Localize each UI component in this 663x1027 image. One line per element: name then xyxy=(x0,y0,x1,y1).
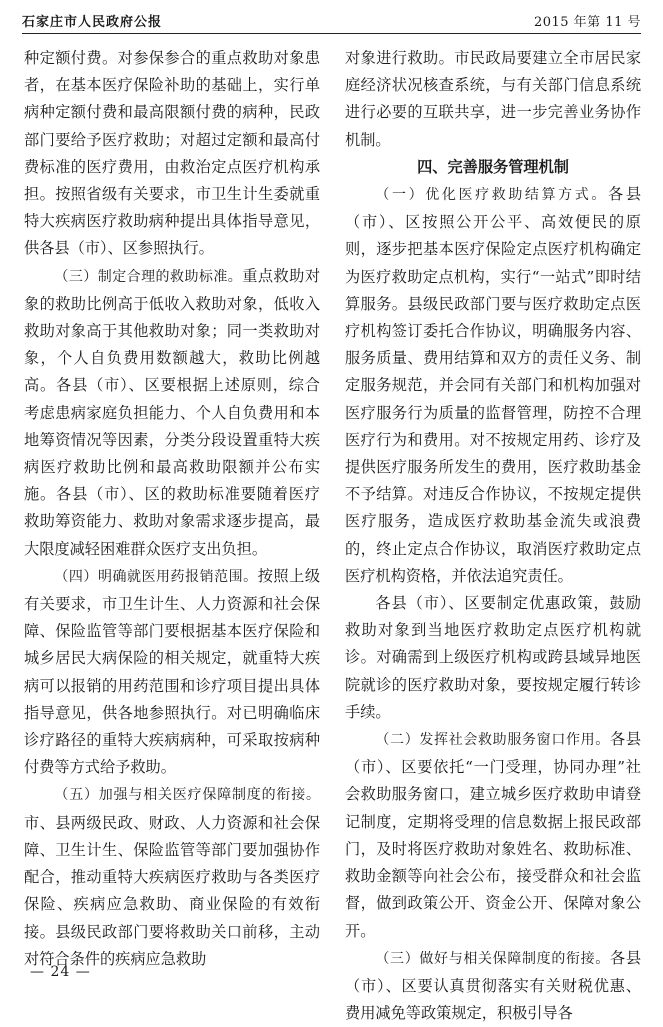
right-column xyxy=(345,45,641,1027)
subsection-heading: （四）明确就医用药报销范围。 xyxy=(54,568,258,585)
paragraph xyxy=(24,781,320,972)
issue-number: 2015 年第 11 号 xyxy=(533,15,641,30)
paragraph: 各县（市）、区要制定优惠政策，鼓励救助对象到当地医疗救助定点医疗机构就诊。对确需到上级医疗机构或跨县域异地医院就诊的医疗救助对象，要按规定履行转诊手续。 xyxy=(345,594,641,721)
paragraph-text: 各县（市）、区按照公开公平、高效便民的原则，逐步把基本医疗保险定点医疗机构确定为医疗救助定点机构，实行“一站式”即时结算服务。县级民政部门要与医疗救助定点医疗机构签订委托合作协议，明确服务内容、服务质量、费用结算和双方的责任义务、制定服务规范，并会同有关部门和机构加强对医疗服务行为质量的监督管理，防控不合理医疗行为和费用。对不按规定用药、诊疗及提供医疗服务所发生的费用，医疗救助基金不予结算。对违反合作协议，不按规定提供医疗服务，造成医疗救助基金流失或浪费的，终止定点合作协议，取消医疗救助定点医疗机构资格，并依法追究责任。 xyxy=(345,185,642,585)
section-heading: 四、完善服务管理机制 xyxy=(417,157,569,176)
journal-title: 石家庄市人民政府公报 xyxy=(22,15,163,30)
paragraph xyxy=(345,945,641,1027)
paragraph xyxy=(345,726,641,945)
paragraph: 种定额付费。对参保参合的重点救助对象患者，在基本医疗保险补助的基础上，实行单病种定额付费和最高限额付费的病种，民政部门要给予医疗救助；对超过定额和最高付费标准的医疗费用，由救治定点医疗机构承担。按照省级有关要求，市卫生计生委就重特大疾病医疗救助病种提出具体指导意见，供各县（市）、区参照执行。 xyxy=(24,49,320,258)
paragraph-text: 市、县两级民政、财政、人力资源和社会保障、卫生计生、保险监管等部门要加强协作配合，推动重特大疾病医疗救助与各类医疗保险、疾病应急救助、商业保险的有效衔接。县级民政部门要将救助关口前移，主动对符合条件的疾病应急救助 xyxy=(24,813,320,968)
running-header xyxy=(22,6,641,34)
page-number: — 24 — xyxy=(30,964,91,980)
left-column xyxy=(24,45,320,973)
subsection-heading: （二）发挥社会救助服务窗口作用。 xyxy=(375,732,610,749)
paragraph-text: 各县（市）、区要依托“一门受理，协同办理”社会救助服务窗口，建立城乡医疗救助申请登记制度，定期将受理的信息数据上报民政部门，及时将医疗救助对象姓名、救助标准、救助金额等向社会公布，接受群众和社会监督，做到政策公开、资金公开、保障对象公开。 xyxy=(345,730,642,940)
paragraph xyxy=(345,181,641,590)
paragraph-text: 各县（市）、区要认真贯彻落实有关财税优惠、费用减免等政策规定，积极引导各 xyxy=(345,948,642,1023)
subsection-heading: （五）加强与相关医疗保障制度的衔接。 xyxy=(54,787,320,804)
subsection-heading: （三）做好与相关保障制度的衔接。 xyxy=(375,950,610,967)
paragraph xyxy=(24,263,320,563)
paragraph: 对象进行救助。市民政局要建立全市居民家庭经济状况核查系统，与有关部门信息系统进行必要的互联共享，进一步完善业务协作机制。 xyxy=(345,49,641,149)
paragraph xyxy=(24,563,320,782)
subsection-heading: （一）优化医疗救助结算方式。 xyxy=(375,187,609,204)
subsection-heading: （三）制定合理的救助标准。 xyxy=(54,268,243,285)
paragraph-text: 按照上级有关要求，市卫生计生、人力资源和社会保障、保险监管等部门要根据基本医疗保险和城乡居民大病保险的相关规定，就重特大疾病可以报销的用药范围和诊疗项目提出具体指导意见，供各地参照执行。对已明确临床诊疗路径的重特大疾病病种，可采取按病种付费等方式给予救助。 xyxy=(24,566,321,777)
paragraph-text: 重点救助对象的救助比例高于低收入救助对象，低收入救助对象高于其他救助对象；同一类救助对象，个人自负费用数额越大，救助比例越高。各县（市）、区要根据上述原则，综合考虑患病家庭负担能力、个人自负费用和本地筹资情况等因素，分类分段设置重特大疾病医疗救助比例和最高救助限额并公布实施。各县（市）、区的救助标准要随着医疗救助筹资能力、救助对象需求逐步提高，最大限度减轻困难群众医疗支出负担。 xyxy=(24,266,321,558)
